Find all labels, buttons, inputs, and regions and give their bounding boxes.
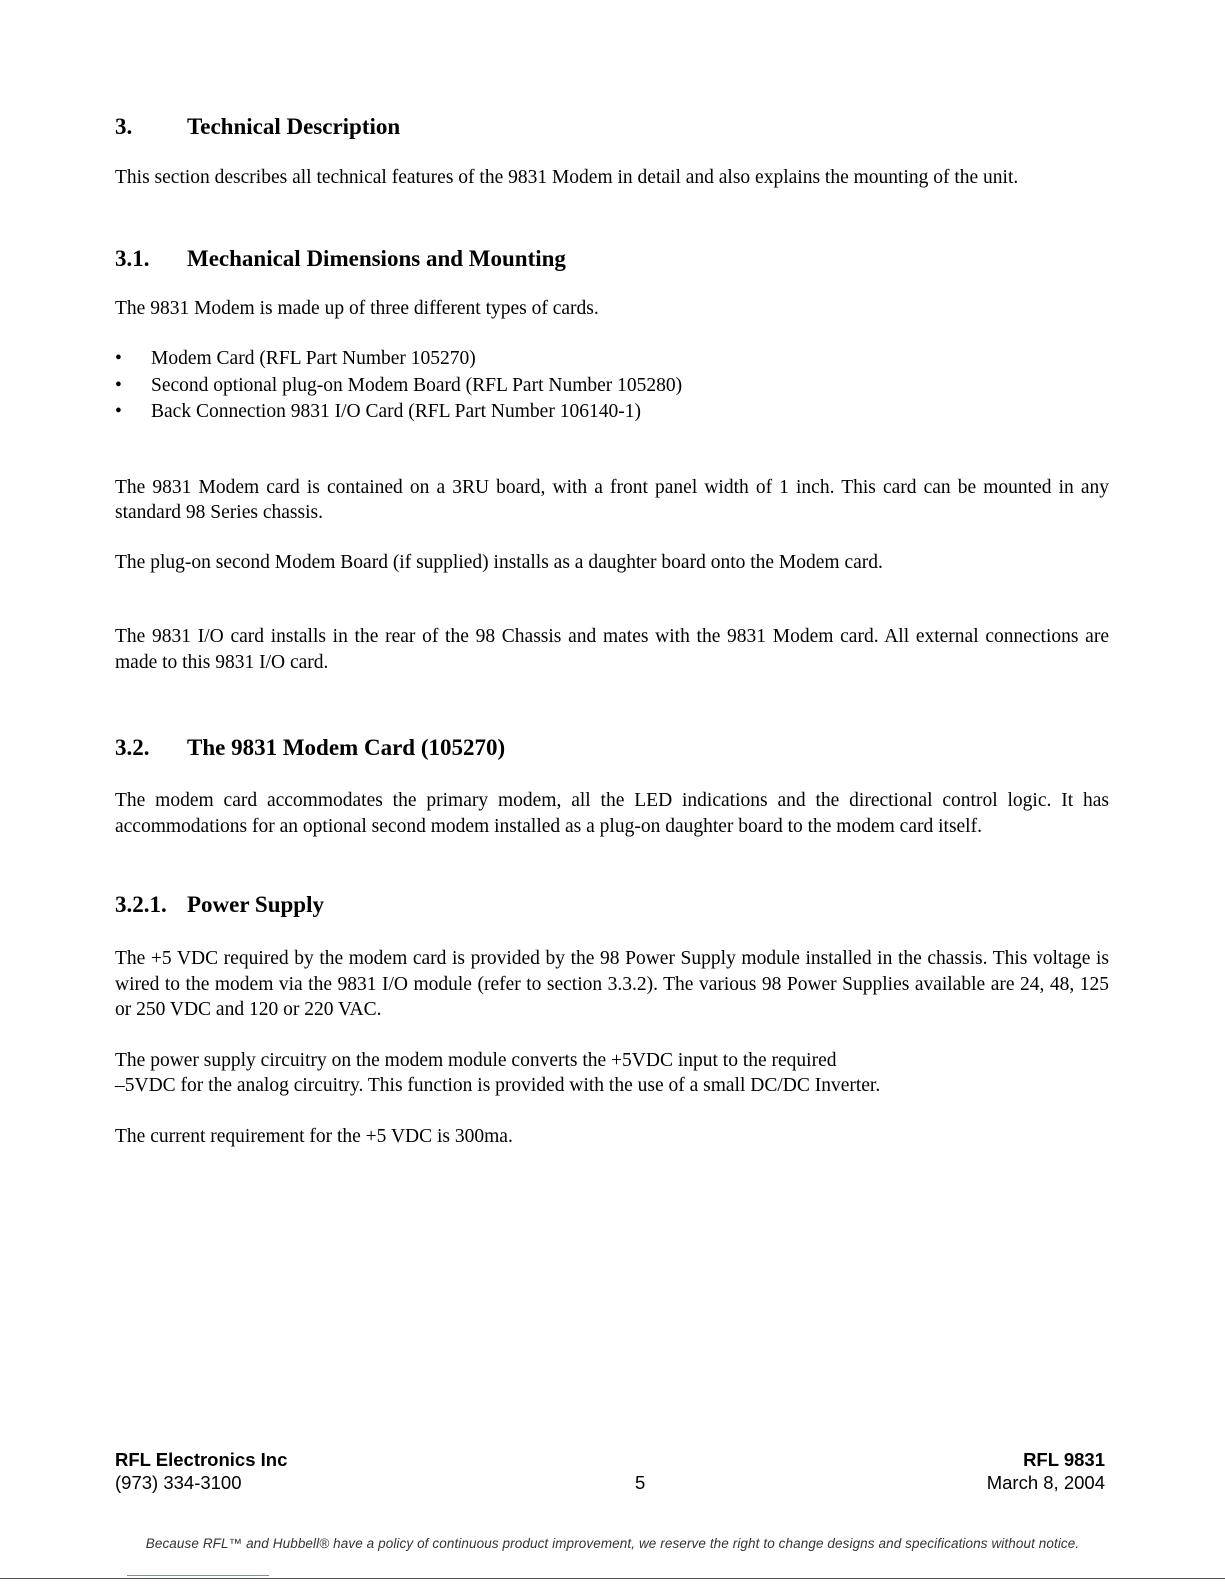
section-3-1-paragraph-2: The 9831 Modem card is contained on a 3RU board, with a front panel width of 1 inch. This card can be mounted in any standard 98 Series chassis. (115, 476, 1109, 523)
list-item (115, 399, 1109, 426)
company-name: RFL Electronics Inc (115, 1449, 288, 1470)
section-3-heading (115, 112, 1109, 142)
list-item (115, 373, 1109, 400)
footer-row-2 (115, 1471, 1105, 1494)
list-item-text: Modem Card (RFL Part Number 105270) (151, 348, 476, 369)
section-number: 3. (115, 114, 133, 139)
list-item-text: Back Connection 9831 I/O Card (RFL Part Number 106140-1) (151, 401, 641, 422)
paragraph-line: –5VDC for the analog circuitry. This function is provided with the use of a small DC/DC Inverter. (115, 1075, 881, 1096)
document-date: March 8, 2004 (986, 1472, 1105, 1493)
section-3-2-heading (115, 733, 1109, 763)
page-content (115, 112, 1109, 1149)
section-title: The 9831 Modem Card (105270) (187, 735, 506, 760)
section-title: Technical Description (187, 114, 401, 139)
footer-row-1 (115, 1448, 1105, 1471)
section-title: Mechanical Dimensions and Mounting (187, 245, 566, 271)
section-number: 3.2.1. (115, 892, 167, 917)
section-number: 3.1. (115, 245, 150, 271)
bottom-rule (0, 1578, 1225, 1579)
section-3-2-paragraph: The modem card accommodates the primary modem, all the LED indications and the directional control logic. It has accommodations for an optional second modem installed as a plug-on daughter board to the modem card itself. (115, 790, 1109, 837)
section-3-2-1-paragraph-1: The +5 VDC required by the modem card is provided by the 98 Power Supply module installed in the chassis. This voltage is wired to the modem via the 9831 I/O module (refer to section 3.3.2). The various 98 Power Supplies available are 24, 48, 125 or 250 VDC and 120 or 220 VAC. (115, 948, 1109, 1020)
section-3-1-paragraph-3: The plug-on second Modem Board (if supplied) installs as a daughter board onto the Modem card. (115, 551, 883, 573)
section-3-1-paragraph-4: The 9831 I/O card installs in the rear of the 98 Chassis and mates with the 9831 Modem card. All external connections are made to this 9831 I/O card. (115, 626, 1109, 673)
bullet-icon: • (115, 374, 122, 396)
list-item-text: Second optional plug-on Modem Board (RFL Part Number 105280) (151, 374, 683, 396)
section-number: 3.2. (115, 735, 150, 760)
section-3-paragraph: This section describes all technical features of the 9831 Modem in detail and also explains the mounting of the unit. (115, 167, 1019, 188)
page-number: 5 (635, 1472, 646, 1493)
phone-number: (973) 334-3100 (115, 1472, 242, 1493)
section-3-2-1-paragraph-2 (115, 1048, 1109, 1099)
section-3-1-heading (115, 244, 1109, 274)
section-3-2-1-paragraph-3: The current requirement for the +5 VDC is 300ma. (115, 1125, 513, 1147)
card-list (115, 346, 1109, 426)
section-3-1-intro: The 9831 Modem is made up of three different types of cards. (115, 297, 599, 319)
link-underline (127, 1575, 269, 1576)
section-title: Power Supply (187, 892, 324, 917)
bullet-icon: • (115, 401, 122, 422)
bullet-icon: • (115, 348, 122, 369)
list-item (115, 346, 1109, 373)
page-footer (115, 1448, 1105, 1494)
paragraph-line: The power supply circuitry on the modem module converts the +5VDC input to the required (115, 1049, 837, 1071)
disclaimer-text: Because RFL™ and Hubbell® have a policy of continuous product improvement, we reserve the right to change designs and specifications without notice. (145, 1536, 1080, 1551)
product-name: RFL 9831 (1023, 1449, 1105, 1470)
section-3-2-1-heading (115, 890, 1109, 920)
